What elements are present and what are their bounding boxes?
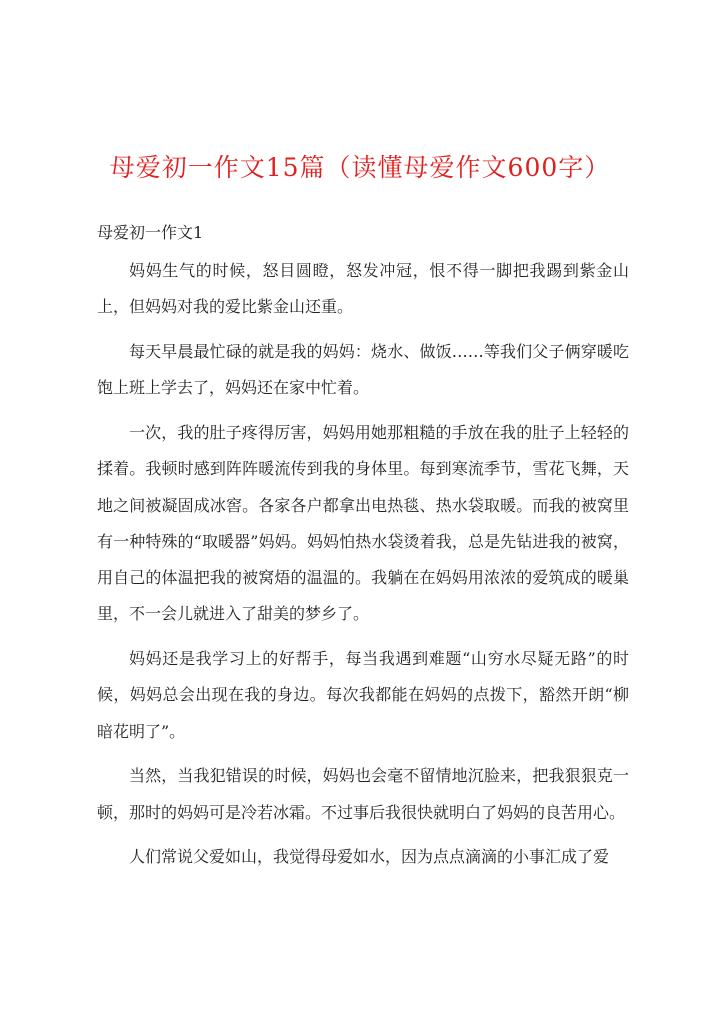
paragraph: 每天早晨最忙碌的就是我的妈妈：烧水、做饭……等我们父子俩穿暖吃饱上班上学去了，妈妈还在家中忙着。: [97, 341, 629, 398]
section-heading: 母爱初一作文1: [97, 223, 204, 242]
paragraph: 一次，我的肚子疼得厉害，妈妈用她那粗糙的手放在我的肚子上轻轻的揉着。我顿时感到阵阵暖流传到我的身体里。每到寒流季节，雪花飞舞，天地之间被凝固成冰窖。各家各户都拿出电热毯、热水袋取暖。而我的被窝里有一种特殊的“取暖器”妈妈。妈妈怕热水袋烫着我，总是先钻进我的被窝，用自己的体温把我的被窝焐的温温的。我躺在在妈妈用浓浓的爱筑成的暖巢里，不一会儿就进入了甜美的梦乡了。: [97, 422, 629, 624]
essay-body: [97, 253, 629, 884]
paragraph: 当然，当我犯错误的时候，妈妈也会毫不留情地沉脸来，把我狠狠克一顿，那时的妈妈可是冷若冰霜。不过事后我很快就明白了妈妈的良苦用心。: [97, 766, 629, 822]
paragraph: 妈妈生气的时候，怒目圆瞪，怒发冲冠，恨不得一脚把我踢到紫金山上，但妈妈对我的爱比紫金山还重。: [97, 261, 629, 317]
document-title: 母爱初一作文15篇（读懂母爱作文600字）: [109, 153, 611, 182]
paragraph: 人们常说父爱如山，我觉得母爱如水，因为点点滴滴的小事汇成了爱: [129, 847, 610, 867]
paragraph: 妈妈还是我学习上的好帮手，每当我遇到难题“山穷水尽疑无路”的时候，妈妈总会出现在我的身边。每次我都能在妈妈的点拨下，豁然开朗“柳暗花明了”。: [97, 649, 629, 741]
